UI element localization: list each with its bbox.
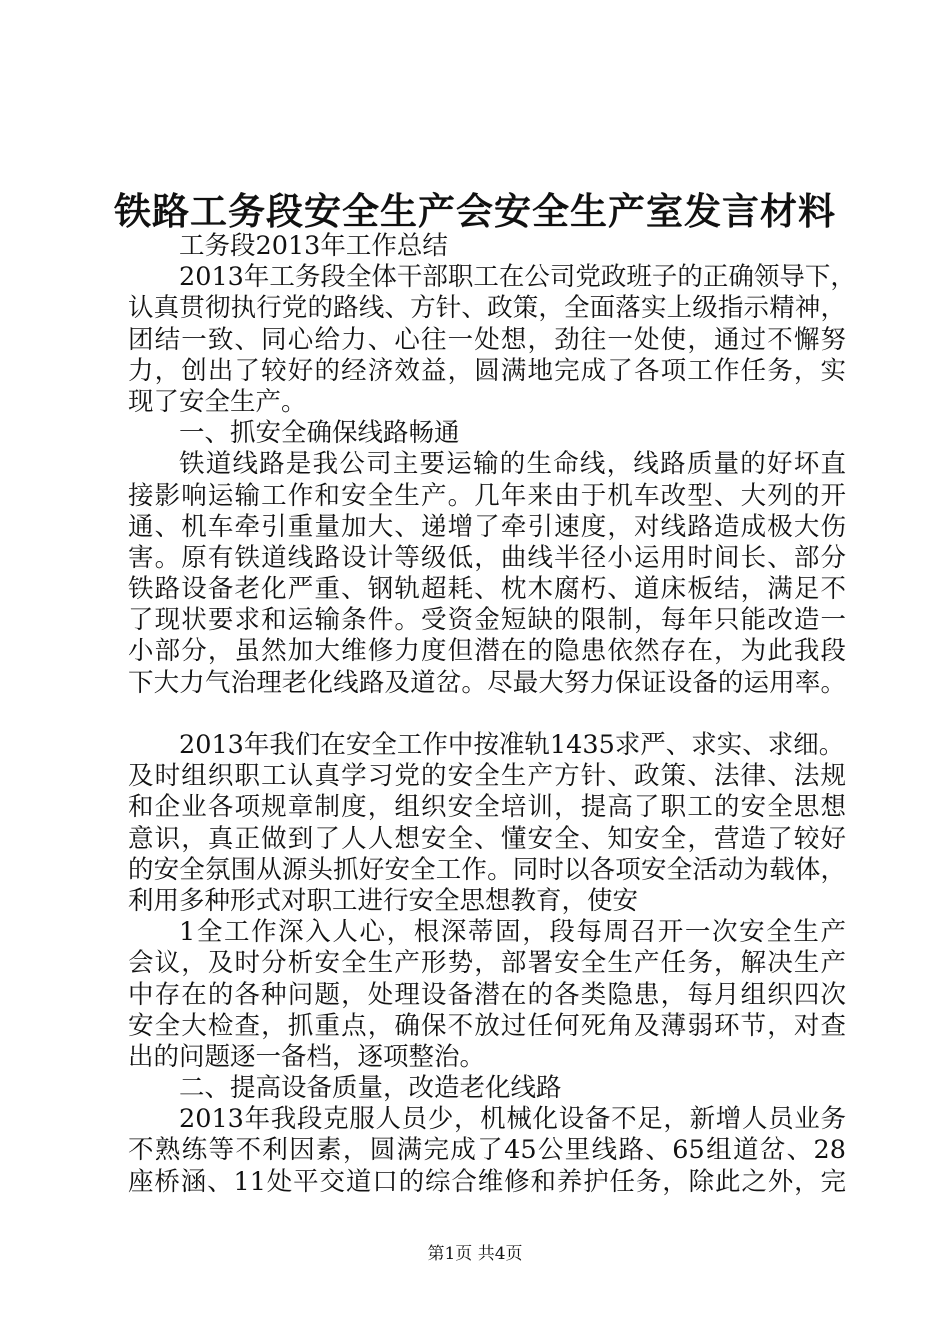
text-line: 2013年我们在安全工作中按准轨1435求严、求实、求细。 xyxy=(179,730,845,760)
text-line: 团结一致、同心给力、心往一处想，劲往一处使，通过不懈努 xyxy=(128,324,846,355)
text-line: 2013年我段克服人员少，机械化设备不足，新增人员业务 xyxy=(179,1104,846,1135)
text-line: 认真贯彻执行党的路线、方针、政策，全面落实上级指示精神， xyxy=(128,293,846,324)
text-line: 害。原有铁道线路设计等级低，曲线半径小运用时间长、部分 xyxy=(128,542,846,573)
text-line: 铁道线路是我公司主要运输的生命线，线路质量的好坏直 xyxy=(179,449,846,480)
text-line: 通、机车牵引重量加大、递增了牵引速度，对线路造成极大伤 xyxy=(128,511,846,542)
text-line: 利用多种形式对职工进行安全思想教育，使安 xyxy=(128,885,639,916)
text-line: 中存在的各种问题，处理设备潜在的各类隐患，每月组织四次 xyxy=(128,979,846,1010)
text-line: 出的问题逐一备档，逐项整治。 xyxy=(128,1041,486,1072)
text-line: 安全大检查，抓重点，确保不放过任何死角及薄弱环节，对查 xyxy=(128,1010,846,1041)
text-line: 了现状要求和运输条件。受资金短缺的限制，每年只能改造一 xyxy=(128,605,846,636)
section-heading: 一、抓安全确保线路畅通 xyxy=(179,418,460,449)
text-line: 铁路设备老化严重、钢轨超耗、枕木腐朽、道床板结，满足不 xyxy=(128,574,846,605)
text-line: 不熟练等不利因素，圆满完成了45公里线路、65组道岔、28 xyxy=(128,1135,846,1166)
text-line: 会议，及时分析安全生产形势，部署安全生产任务，解决生产 xyxy=(128,948,846,979)
text-line: 座桥涵、11处平交道口的综合维修和养护任务，除此之外，完 xyxy=(128,1166,846,1197)
page-number: 第1页 共4页 xyxy=(427,1244,523,1264)
text-line: 现了安全生产。 xyxy=(128,386,307,417)
text-line: 力，创出了较好的经济效益，圆满地完成了各项工作任务，实 xyxy=(128,355,846,386)
text-line: 2013年工务段全体干部职工在公司党政班子的正确领导下， xyxy=(179,262,856,293)
document-title: 铁路工务段安全生产会安全生产室发言材料 xyxy=(114,189,836,233)
text-line: 的安全氛围从源头抓好安全工作。同时以各项安全活动为载体， xyxy=(128,854,846,885)
text-line: 小部分，虽然加大维修力度但潜在的隐患依然存在，为此我段 xyxy=(128,636,846,667)
text-line: 及时组织职工认真学习党的安全生产方针、政策、法律、法规 xyxy=(128,761,846,792)
text-line: 工务段2013年工作总结 xyxy=(179,231,448,261)
section-heading: 二、提高设备质量，改造老化线路 xyxy=(179,1073,562,1104)
document-body xyxy=(128,231,856,1198)
paragraph-gap xyxy=(128,699,846,730)
text-line: 和企业各项规章制度，组织安全培训，提高了职工的安全思想 xyxy=(128,792,846,823)
text-line: 意识，真正做到了人人想安全、懂安全、知安全，营造了较好 xyxy=(128,823,846,854)
text-line: 1全工作深入人心，根深蒂固，段每周召开一次安全生产 xyxy=(179,917,846,948)
text-line: 接影响运输工作和安全生产。几年来由于机车改型、大列的开 xyxy=(128,480,846,511)
text-line: 下大力气治理老化线路及道岔。尽最大努力保证设备的运用率。 xyxy=(128,667,846,698)
